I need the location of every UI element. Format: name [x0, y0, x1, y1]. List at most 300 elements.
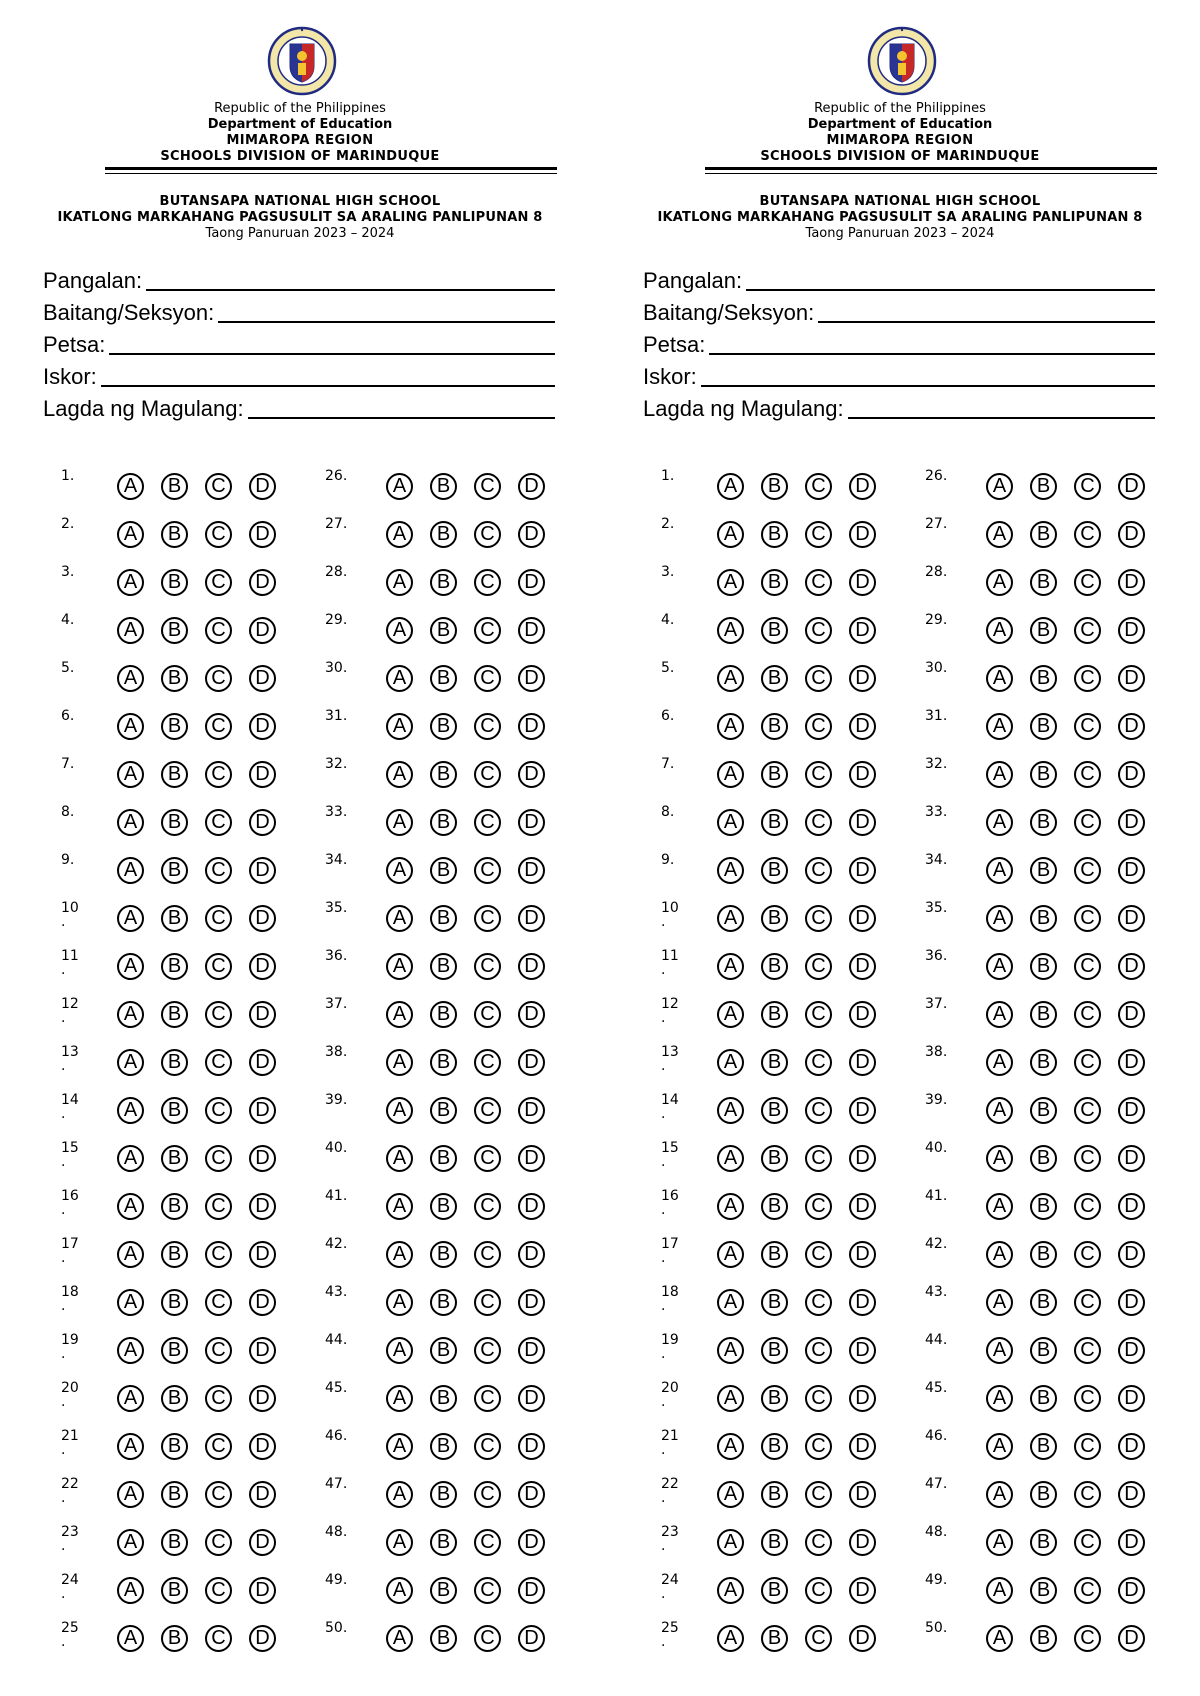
- bubble-a[interactable]: A: [117, 569, 144, 596]
- name-field-line[interactable]: [746, 289, 1155, 291]
- bubble-a[interactable]: A: [117, 1433, 144, 1460]
- bubble-c[interactable]: C: [205, 1145, 232, 1172]
- bubble-c[interactable]: C: [1074, 1529, 1101, 1556]
- bubble-c[interactable]: C: [805, 1337, 832, 1364]
- bubble-c[interactable]: C: [474, 713, 501, 740]
- bubble-a[interactable]: A: [986, 473, 1013, 500]
- bubble-b[interactable]: B: [761, 1577, 788, 1604]
- bubble-a[interactable]: A: [717, 905, 744, 932]
- bubble-b[interactable]: B: [761, 617, 788, 644]
- bubble-c[interactable]: C: [805, 1433, 832, 1460]
- bubble-c[interactable]: C: [805, 569, 832, 596]
- bubble-c[interactable]: C: [474, 857, 501, 884]
- bubble-b[interactable]: B: [1030, 1625, 1057, 1652]
- bubble-a[interactable]: A: [386, 761, 413, 788]
- bubble-a[interactable]: A: [986, 713, 1013, 740]
- bubble-b[interactable]: B: [761, 473, 788, 500]
- bubble-b[interactable]: B: [161, 473, 188, 500]
- bubble-d[interactable]: D: [849, 857, 876, 884]
- bubble-a[interactable]: A: [717, 665, 744, 692]
- bubble-d[interactable]: D: [249, 1385, 276, 1412]
- bubble-a[interactable]: A: [117, 953, 144, 980]
- bubble-d[interactable]: D: [249, 905, 276, 932]
- bubble-d[interactable]: D: [849, 1001, 876, 1028]
- bubble-c[interactable]: C: [1074, 809, 1101, 836]
- bubble-c[interactable]: C: [474, 1145, 501, 1172]
- bubble-b[interactable]: B: [161, 1001, 188, 1028]
- bubble-a[interactable]: A: [386, 1145, 413, 1172]
- bubble-c[interactable]: C: [474, 1481, 501, 1508]
- bubble-d[interactable]: D: [849, 953, 876, 980]
- bubble-b[interactable]: B: [430, 617, 457, 644]
- bubble-d[interactable]: D: [249, 857, 276, 884]
- bubble-b[interactable]: B: [761, 1433, 788, 1460]
- bubble-d[interactable]: D: [518, 1049, 545, 1076]
- bubble-c[interactable]: C: [205, 1385, 232, 1412]
- bubble-d[interactable]: D: [849, 1049, 876, 1076]
- bubble-d[interactable]: D: [849, 1241, 876, 1268]
- bubble-c[interactable]: C: [1074, 1433, 1101, 1460]
- parent-signature-field-line[interactable]: [848, 417, 1155, 419]
- score-field[interactable]: [43, 362, 555, 390]
- bubble-a[interactable]: A: [386, 1193, 413, 1220]
- bubble-d[interactable]: D: [518, 1433, 545, 1460]
- bubble-a[interactable]: A: [117, 809, 144, 836]
- bubble-a[interactable]: A: [986, 1385, 1013, 1412]
- bubble-b[interactable]: B: [761, 905, 788, 932]
- bubble-d[interactable]: D: [249, 665, 276, 692]
- bubble-d[interactable]: D: [518, 473, 545, 500]
- bubble-c[interactable]: C: [805, 1049, 832, 1076]
- bubble-c[interactable]: C: [805, 1385, 832, 1412]
- bubble-b[interactable]: B: [761, 1481, 788, 1508]
- bubble-d[interactable]: D: [1118, 617, 1145, 644]
- bubble-a[interactable]: A: [117, 1241, 144, 1268]
- bubble-b[interactable]: B: [1030, 665, 1057, 692]
- bubble-d[interactable]: D: [518, 665, 545, 692]
- bubble-d[interactable]: D: [249, 1241, 276, 1268]
- bubble-c[interactable]: C: [474, 569, 501, 596]
- bubble-d[interactable]: D: [249, 1577, 276, 1604]
- bubble-a[interactable]: A: [117, 1097, 144, 1124]
- bubble-a[interactable]: A: [717, 761, 744, 788]
- bubble-a[interactable]: A: [117, 1337, 144, 1364]
- bubble-b[interactable]: B: [1030, 569, 1057, 596]
- bubble-d[interactable]: D: [249, 809, 276, 836]
- bubble-b[interactable]: B: [1030, 1145, 1057, 1172]
- bubble-a[interactable]: A: [986, 569, 1013, 596]
- bubble-a[interactable]: A: [717, 1241, 744, 1268]
- name-field-line[interactable]: [146, 289, 555, 291]
- bubble-a[interactable]: A: [386, 905, 413, 932]
- bubble-a[interactable]: A: [717, 1049, 744, 1076]
- bubble-a[interactable]: A: [386, 1049, 413, 1076]
- bubble-c[interactable]: C: [805, 761, 832, 788]
- bubble-a[interactable]: A: [986, 1241, 1013, 1268]
- bubble-b[interactable]: B: [161, 1625, 188, 1652]
- bubble-b[interactable]: B: [761, 809, 788, 836]
- bubble-a[interactable]: A: [986, 857, 1013, 884]
- bubble-b[interactable]: B: [161, 1145, 188, 1172]
- bubble-b[interactable]: B: [1030, 1337, 1057, 1364]
- bubble-d[interactable]: D: [849, 809, 876, 836]
- bubble-c[interactable]: C: [205, 569, 232, 596]
- bubble-d[interactable]: D: [518, 1097, 545, 1124]
- bubble-b[interactable]: B: [761, 1289, 788, 1316]
- bubble-a[interactable]: A: [117, 1385, 144, 1412]
- bubble-a[interactable]: A: [986, 617, 1013, 644]
- bubble-c[interactable]: C: [474, 1625, 501, 1652]
- bubble-a[interactable]: A: [986, 1337, 1013, 1364]
- bubble-b[interactable]: B: [1030, 1481, 1057, 1508]
- bubble-c[interactable]: C: [805, 1481, 832, 1508]
- bubble-b[interactable]: B: [161, 665, 188, 692]
- bubble-d[interactable]: D: [1118, 953, 1145, 980]
- parent-signature-field-line[interactable]: [248, 417, 555, 419]
- bubble-b[interactable]: B: [761, 521, 788, 548]
- bubble-d[interactable]: D: [1118, 713, 1145, 740]
- bubble-d[interactable]: D: [1118, 1433, 1145, 1460]
- bubble-b[interactable]: B: [1030, 1385, 1057, 1412]
- bubble-b[interactable]: B: [161, 1529, 188, 1556]
- bubble-d[interactable]: D: [518, 1337, 545, 1364]
- bubble-a[interactable]: A: [717, 953, 744, 980]
- bubble-a[interactable]: A: [386, 1289, 413, 1316]
- bubble-a[interactable]: A: [386, 1097, 413, 1124]
- bubble-b[interactable]: B: [430, 713, 457, 740]
- bubble-b[interactable]: B: [430, 1385, 457, 1412]
- section-field-line[interactable]: [818, 321, 1155, 323]
- bubble-d[interactable]: D: [249, 713, 276, 740]
- bubble-d[interactable]: D: [249, 1481, 276, 1508]
- bubble-b[interactable]: B: [761, 857, 788, 884]
- bubble-c[interactable]: C: [1074, 521, 1101, 548]
- bubble-b[interactable]: B: [761, 761, 788, 788]
- date-field-line[interactable]: [109, 353, 555, 355]
- bubble-c[interactable]: C: [474, 665, 501, 692]
- bubble-d[interactable]: D: [1118, 665, 1145, 692]
- bubble-b[interactable]: B: [161, 857, 188, 884]
- bubble-c[interactable]: C: [1074, 1481, 1101, 1508]
- bubble-a[interactable]: A: [117, 665, 144, 692]
- bubble-a[interactable]: A: [717, 809, 744, 836]
- bubble-d[interactable]: D: [518, 617, 545, 644]
- bubble-d[interactable]: D: [1118, 521, 1145, 548]
- bubble-b[interactable]: B: [161, 1049, 188, 1076]
- bubble-d[interactable]: D: [1118, 905, 1145, 932]
- section-field[interactable]: [643, 298, 1155, 326]
- bubble-d[interactable]: D: [518, 1385, 545, 1412]
- bubble-b[interactable]: B: [430, 1193, 457, 1220]
- bubble-d[interactable]: D: [1118, 1289, 1145, 1316]
- bubble-d[interactable]: D: [249, 1337, 276, 1364]
- bubble-a[interactable]: A: [986, 1433, 1013, 1460]
- bubble-a[interactable]: A: [386, 617, 413, 644]
- bubble-d[interactable]: D: [249, 473, 276, 500]
- bubble-c[interactable]: C: [205, 1337, 232, 1364]
- bubble-a[interactable]: A: [986, 1577, 1013, 1604]
- bubble-b[interactable]: B: [1030, 953, 1057, 980]
- bubble-d[interactable]: D: [1118, 1049, 1145, 1076]
- bubble-b[interactable]: B: [161, 905, 188, 932]
- bubble-c[interactable]: C: [1074, 857, 1101, 884]
- bubble-a[interactable]: A: [986, 1625, 1013, 1652]
- bubble-b[interactable]: B: [430, 1625, 457, 1652]
- bubble-b[interactable]: B: [1030, 857, 1057, 884]
- bubble-c[interactable]: C: [474, 809, 501, 836]
- bubble-c[interactable]: C: [805, 1241, 832, 1268]
- bubble-c[interactable]: C: [1074, 1241, 1101, 1268]
- bubble-c[interactable]: C: [474, 1049, 501, 1076]
- bubble-a[interactable]: A: [986, 809, 1013, 836]
- bubble-c[interactable]: C: [805, 1577, 832, 1604]
- bubble-c[interactable]: C: [474, 473, 501, 500]
- bubble-b[interactable]: B: [161, 1385, 188, 1412]
- bubble-c[interactable]: C: [1074, 1001, 1101, 1028]
- bubble-a[interactable]: A: [717, 1529, 744, 1556]
- bubble-a[interactable]: A: [986, 521, 1013, 548]
- bubble-b[interactable]: B: [430, 1097, 457, 1124]
- bubble-c[interactable]: C: [205, 1529, 232, 1556]
- bubble-c[interactable]: C: [474, 953, 501, 980]
- bubble-b[interactable]: B: [430, 1289, 457, 1316]
- bubble-a[interactable]: A: [117, 761, 144, 788]
- bubble-a[interactable]: A: [117, 1289, 144, 1316]
- bubble-d[interactable]: D: [249, 1049, 276, 1076]
- bubble-c[interactable]: C: [1074, 1577, 1101, 1604]
- bubble-b[interactable]: B: [761, 953, 788, 980]
- bubble-a[interactable]: A: [717, 473, 744, 500]
- bubble-c[interactable]: C: [474, 1337, 501, 1364]
- bubble-d[interactable]: D: [1118, 1337, 1145, 1364]
- bubble-c[interactable]: C: [1074, 1193, 1101, 1220]
- bubble-d[interactable]: D: [249, 761, 276, 788]
- bubble-a[interactable]: A: [717, 1625, 744, 1652]
- bubble-b[interactable]: B: [1030, 521, 1057, 548]
- bubble-c[interactable]: C: [1074, 569, 1101, 596]
- bubble-d[interactable]: D: [1118, 473, 1145, 500]
- bubble-a[interactable]: A: [117, 1625, 144, 1652]
- section-field[interactable]: [43, 298, 555, 326]
- bubble-c[interactable]: C: [205, 1289, 232, 1316]
- bubble-c[interactable]: C: [205, 1433, 232, 1460]
- bubble-d[interactable]: D: [849, 569, 876, 596]
- bubble-a[interactable]: A: [117, 1001, 144, 1028]
- bubble-b[interactable]: B: [430, 1241, 457, 1268]
- bubble-c[interactable]: C: [1074, 1337, 1101, 1364]
- bubble-a[interactable]: A: [386, 953, 413, 980]
- bubble-c[interactable]: C: [805, 1529, 832, 1556]
- bubble-a[interactable]: A: [117, 857, 144, 884]
- bubble-d[interactable]: D: [249, 617, 276, 644]
- bubble-a[interactable]: A: [386, 857, 413, 884]
- bubble-d[interactable]: D: [849, 521, 876, 548]
- bubble-a[interactable]: A: [386, 1241, 413, 1268]
- bubble-c[interactable]: C: [805, 665, 832, 692]
- bubble-b[interactable]: B: [161, 809, 188, 836]
- bubble-b[interactable]: B: [430, 521, 457, 548]
- bubble-d[interactable]: D: [1118, 1577, 1145, 1604]
- bubble-a[interactable]: A: [986, 1481, 1013, 1508]
- bubble-d[interactable]: D: [518, 1481, 545, 1508]
- bubble-c[interactable]: C: [805, 857, 832, 884]
- bubble-a[interactable]: A: [386, 569, 413, 596]
- bubble-b[interactable]: B: [1030, 473, 1057, 500]
- bubble-b[interactable]: B: [1030, 1289, 1057, 1316]
- bubble-b[interactable]: B: [1030, 1097, 1057, 1124]
- bubble-d[interactable]: D: [518, 1241, 545, 1268]
- bubble-d[interactable]: D: [849, 1529, 876, 1556]
- bubble-d[interactable]: D: [249, 1097, 276, 1124]
- bubble-a[interactable]: A: [717, 521, 744, 548]
- bubble-c[interactable]: C: [474, 905, 501, 932]
- bubble-c[interactable]: C: [805, 1625, 832, 1652]
- bubble-d[interactable]: D: [1118, 1097, 1145, 1124]
- bubble-c[interactable]: C: [805, 1145, 832, 1172]
- bubble-b[interactable]: B: [761, 1145, 788, 1172]
- bubble-a[interactable]: A: [386, 1337, 413, 1364]
- bubble-d[interactable]: D: [1118, 1385, 1145, 1412]
- bubble-d[interactable]: D: [849, 617, 876, 644]
- bubble-c[interactable]: C: [1074, 1385, 1101, 1412]
- bubble-c[interactable]: C: [474, 1001, 501, 1028]
- bubble-c[interactable]: C: [805, 1289, 832, 1316]
- bubble-d[interactable]: D: [249, 1433, 276, 1460]
- bubble-c[interactable]: C: [805, 953, 832, 980]
- bubble-c[interactable]: C: [205, 1241, 232, 1268]
- bubble-b[interactable]: B: [430, 1049, 457, 1076]
- bubble-c[interactable]: C: [1074, 473, 1101, 500]
- bubble-d[interactable]: D: [1118, 761, 1145, 788]
- bubble-d[interactable]: D: [518, 1193, 545, 1220]
- bubble-b[interactable]: B: [161, 569, 188, 596]
- bubble-d[interactable]: D: [1118, 1625, 1145, 1652]
- bubble-a[interactable]: A: [717, 569, 744, 596]
- bubble-b[interactable]: B: [430, 809, 457, 836]
- bubble-c[interactable]: C: [805, 713, 832, 740]
- bubble-d[interactable]: D: [1118, 1145, 1145, 1172]
- bubble-b[interactable]: B: [430, 1001, 457, 1028]
- name-field[interactable]: [643, 266, 1155, 294]
- bubble-c[interactable]: C: [1074, 1145, 1101, 1172]
- bubble-b[interactable]: B: [430, 761, 457, 788]
- bubble-b[interactable]: B: [161, 617, 188, 644]
- bubble-b[interactable]: B: [1030, 1529, 1057, 1556]
- bubble-a[interactable]: A: [717, 1097, 744, 1124]
- bubble-d[interactable]: D: [518, 521, 545, 548]
- bubble-d[interactable]: D: [849, 761, 876, 788]
- bubble-a[interactable]: A: [386, 1385, 413, 1412]
- bubble-b[interactable]: B: [761, 713, 788, 740]
- bubble-b[interactable]: B: [761, 1385, 788, 1412]
- bubble-d[interactable]: D: [249, 1145, 276, 1172]
- bubble-a[interactable]: A: [717, 1385, 744, 1412]
- bubble-a[interactable]: A: [986, 1001, 1013, 1028]
- bubble-a[interactable]: A: [386, 521, 413, 548]
- bubble-c[interactable]: C: [205, 1049, 232, 1076]
- bubble-c[interactable]: C: [474, 761, 501, 788]
- bubble-c[interactable]: C: [1074, 665, 1101, 692]
- bubble-b[interactable]: B: [1030, 809, 1057, 836]
- bubble-c[interactable]: C: [474, 1097, 501, 1124]
- bubble-b[interactable]: B: [1030, 1049, 1057, 1076]
- bubble-a[interactable]: A: [386, 1433, 413, 1460]
- bubble-b[interactable]: B: [761, 1193, 788, 1220]
- score-field[interactable]: [643, 362, 1155, 390]
- bubble-b[interactable]: B: [761, 1337, 788, 1364]
- bubble-c[interactable]: C: [205, 857, 232, 884]
- bubble-c[interactable]: C: [1074, 713, 1101, 740]
- bubble-c[interactable]: C: [205, 1577, 232, 1604]
- bubble-d[interactable]: D: [849, 1625, 876, 1652]
- bubble-b[interactable]: B: [161, 1097, 188, 1124]
- bubble-d[interactable]: D: [249, 1001, 276, 1028]
- name-field[interactable]: [43, 266, 555, 294]
- bubble-a[interactable]: A: [117, 617, 144, 644]
- bubble-c[interactable]: C: [805, 809, 832, 836]
- bubble-b[interactable]: B: [161, 1577, 188, 1604]
- bubble-a[interactable]: A: [117, 713, 144, 740]
- bubble-c[interactable]: C: [474, 1241, 501, 1268]
- bubble-a[interactable]: A: [717, 617, 744, 644]
- bubble-d[interactable]: D: [1118, 1241, 1145, 1268]
- bubble-d[interactable]: D: [1118, 809, 1145, 836]
- bubble-d[interactable]: D: [518, 1529, 545, 1556]
- bubble-c[interactable]: C: [205, 905, 232, 932]
- bubble-c[interactable]: C: [805, 1001, 832, 1028]
- bubble-d[interactable]: D: [249, 953, 276, 980]
- bubble-b[interactable]: B: [430, 665, 457, 692]
- bubble-c[interactable]: C: [474, 1289, 501, 1316]
- bubble-c[interactable]: C: [805, 1097, 832, 1124]
- bubble-c[interactable]: C: [474, 521, 501, 548]
- section-field-line[interactable]: [218, 321, 555, 323]
- bubble-b[interactable]: B: [1030, 1193, 1057, 1220]
- bubble-c[interactable]: C: [1074, 1289, 1101, 1316]
- bubble-a[interactable]: A: [117, 1145, 144, 1172]
- bubble-a[interactable]: A: [386, 1001, 413, 1028]
- bubble-d[interactable]: D: [849, 473, 876, 500]
- bubble-b[interactable]: B: [1030, 1577, 1057, 1604]
- bubble-a[interactable]: A: [986, 905, 1013, 932]
- bubble-a[interactable]: A: [386, 713, 413, 740]
- bubble-a[interactable]: A: [986, 1529, 1013, 1556]
- bubble-a[interactable]: A: [717, 1577, 744, 1604]
- bubble-a[interactable]: A: [117, 1529, 144, 1556]
- bubble-d[interactable]: D: [849, 665, 876, 692]
- bubble-c[interactable]: C: [1074, 761, 1101, 788]
- bubble-b[interactable]: B: [430, 857, 457, 884]
- bubble-d[interactable]: D: [518, 761, 545, 788]
- bubble-b[interactable]: B: [430, 1433, 457, 1460]
- bubble-c[interactable]: C: [1074, 1097, 1101, 1124]
- bubble-d[interactable]: D: [249, 1529, 276, 1556]
- bubble-d[interactable]: D: [518, 713, 545, 740]
- bubble-d[interactable]: D: [849, 1145, 876, 1172]
- bubble-a[interactable]: A: [986, 953, 1013, 980]
- bubble-d[interactable]: D: [1118, 1193, 1145, 1220]
- bubble-d[interactable]: D: [849, 1337, 876, 1364]
- bubble-c[interactable]: C: [205, 1625, 232, 1652]
- bubble-c[interactable]: C: [1074, 1049, 1101, 1076]
- bubble-a[interactable]: A: [717, 857, 744, 884]
- bubble-a[interactable]: A: [717, 1337, 744, 1364]
- bubble-c[interactable]: C: [805, 521, 832, 548]
- bubble-a[interactable]: A: [986, 1145, 1013, 1172]
- bubble-c[interactable]: C: [205, 713, 232, 740]
- bubble-a[interactable]: A: [386, 1529, 413, 1556]
- bubble-b[interactable]: B: [1030, 905, 1057, 932]
